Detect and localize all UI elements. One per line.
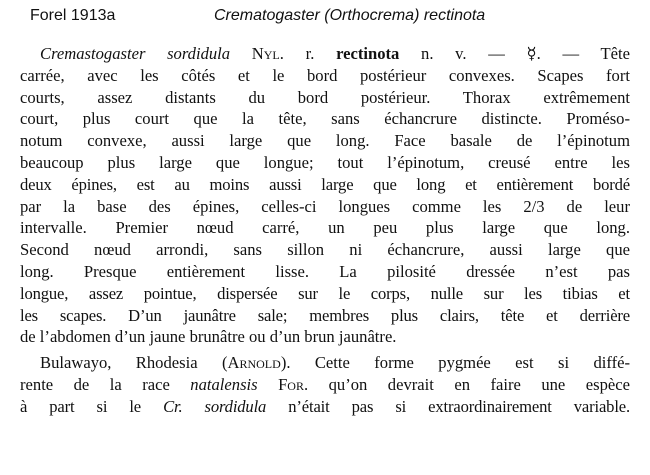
- text-line: [20, 396, 630, 418]
- taxon-name: Cremastogaster sordidula: [40, 44, 231, 63]
- text-line: beaucoup plus large que longue; tout l’épinotum, creusé entre les: [20, 152, 630, 172]
- text-line: [20, 374, 630, 396]
- description-text: [20, 43, 630, 418]
- line-text: à part si le: [20, 396, 142, 416]
- text-line: carrée, avec les côtés et le bord postérieur convexes. Scapes fort: [20, 65, 630, 85]
- text-line: Second nœud arrondi, sans sillon ni échancrure, aussi large que: [20, 240, 630, 260]
- paragraph-locality: [20, 352, 630, 417]
- author-name: Nyl.: [251, 44, 284, 63]
- text-line: notum convexe, aussi large que long. Face basale de l’épinotum: [20, 131, 630, 151]
- new-taxon-name: rectinota: [336, 44, 400, 63]
- taxon-title: Crematogaster (Orthocrema) rectinota: [214, 7, 486, 24]
- text-line: par la base des épines, celles-ci longues comme les 2/3 de leur: [20, 196, 630, 216]
- taxon-name: natalensis: [190, 374, 258, 394]
- taxon-name: Cr. sordidula: [163, 396, 267, 416]
- line-text: n. v. — ☿. — Tête: [421, 44, 630, 63]
- text-line: intervalle. Premier nœud carré, un peu plus large que long.: [20, 218, 630, 238]
- paragraph-description: [20, 43, 630, 348]
- text-line: de l’abdomen d’un jaune brunâtre ou d’un brun jaunâtre.: [20, 327, 397, 347]
- collector-name: Arnold: [227, 353, 281, 373]
- citation-label: Forel 1913a: [30, 7, 116, 24]
- text-line: courts, assez distants du bord postérieur. Thorax extrêmement: [20, 87, 630, 107]
- line-text: Bulawayo, Rhodesia (: [40, 353, 228, 373]
- line-text: ). Cette forme pygmée est si diffé-: [280, 353, 630, 373]
- text-line: deux épines, est au moins aussi large que long et entièrement bordé: [20, 174, 630, 194]
- author-name: For.: [278, 374, 309, 394]
- text-line: [20, 352, 630, 374]
- text-line: [20, 43, 630, 65]
- text-line: court, plus court que la tête, sans échancrure distincte. Proméso-: [20, 109, 630, 129]
- text-line: long. Presque entièrement lisse. La pilosité dressée n’est pas: [20, 261, 630, 281]
- rank-abbrev: r.: [305, 44, 315, 63]
- text-line: les scapes. D’un jaunâtre sale; membres plus clairs, tête et derrière: [20, 305, 630, 325]
- text-line: longue, assez pointue, dispersée sur le corps, nulle sur les tibias et: [20, 283, 630, 303]
- line-text: rente de la race: [20, 374, 170, 394]
- line-text: qu’on devrait en faire une espèce: [328, 374, 630, 394]
- line-text: n’était pas si extraordinairement variable.: [288, 396, 631, 416]
